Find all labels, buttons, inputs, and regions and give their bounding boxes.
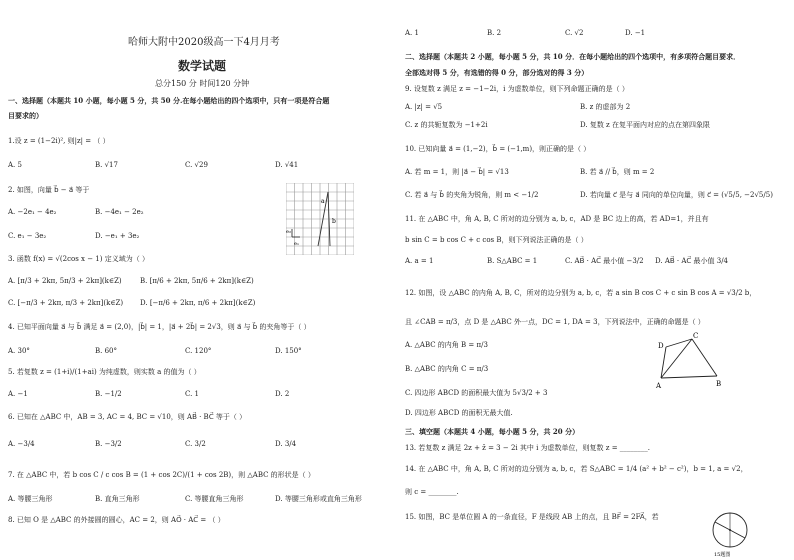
q7-option-a: A. 等腰三角形 [8, 495, 53, 503]
q12-quadrilateral-figure [655, 330, 727, 392]
q3-option-c: C. [−π/3 + 2kπ, π/3 + 2kπ](k∈Z) [8, 299, 124, 307]
section1-heading-line2: 目要求的） [8, 111, 43, 120]
q6-option-d: D. 3/4 [275, 440, 297, 448]
question-14-line1: 14. 在 △ABC 中，角 A, B, C 所对的边分别为 a, b, c，若 S△ABC = 1/4 (a² + b² − c²)，b = 1, a = √2， [405, 465, 748, 473]
q2-option-a: A. −2e₁ − 4e₂ [8, 208, 57, 216]
question-9: 9. 设复数 z 满足 z = −1−2i，i 为虚数单位，则下列命题正确的是（ ） [405, 85, 629, 93]
q8-option-a: A. 1 [405, 29, 419, 37]
label-e1: e₁ [294, 241, 299, 247]
q7-option-c: C. 等腰直角三角形 [185, 495, 244, 503]
q1-option-c: C. √29 [185, 161, 208, 169]
label-e2: e₂ [286, 229, 291, 235]
q3-option-b: B. [π/6 + 2kπ, 5π/6 + 2kπ](k∈Z) [140, 277, 254, 285]
q4-option-c: C. 120° [185, 347, 212, 355]
q4-option-a: A. 30° [8, 347, 30, 355]
q4-option-d: D. 150° [275, 347, 302, 355]
question-12-line2: 且 ∠CAB = π/3，点 D 是 △ABC 外一点，DC = 1, DA = 3，下列说法中，正确的命题是（ ） [405, 318, 705, 326]
q6-option-a: A. −3/4 [8, 440, 35, 448]
question-7: 7. 在 △ABC 中，若 b cos C / c cos B = (1 + cos 2C)/(1 + cos 2B)，则 △ABC 的形状是（ ） [8, 471, 315, 479]
q12-option-d: D. 四边形 ABCD 的面积无最大值. [405, 409, 513, 417]
q3-option-d: D. [−π/6 + 2kπ, π/6 + 2kπ](k∈Z) [140, 299, 256, 307]
question-10: 10. 已知向量 a⃗ = (1,−2)，b⃗ = (−1,m)，则正确的是（ ） [405, 145, 591, 153]
section1-heading-line1: 一、选择题（本题共 10 小题，每小题 5 分，共 50 分.在每小题给出的四个选项中，只有一项是符合题 [8, 96, 330, 105]
q7-option-d: D. 等腰三角形或直角三角形 [275, 495, 362, 503]
section3-heading: 三、填空题（本题共 4 小题，每小题 5 分，共 20 分） [405, 427, 580, 436]
q10-option-a: A. 若 m = 1，则 |a⃗ − b⃗| = √13 [405, 168, 509, 176]
q5-option-b: B. −1/2 [95, 390, 122, 398]
question-6: 6. 已知在 △ABC 中，AB = 3, AC = 4, BC = √10，则 AB⃗ · BC⃗ 等于（ ） [8, 413, 247, 421]
q12-option-b: B. △ABC 的内角 C = π/3 [405, 365, 489, 373]
question-3: 3. 函数 f(x) = √(2cos x − 1) 定义域为（ ） [8, 255, 149, 263]
q4-option-b: B. 60° [95, 347, 118, 355]
exam-title: 哈师大附中2020级高一下4月月考 [128, 37, 280, 48]
vertex-label-a: A [656, 382, 662, 390]
q5-option-c: C. 1 [185, 390, 200, 398]
q10-option-c: C. 若 a⃗ 与 b⃗ 的夹角为锐角，则 m < −1/2 [405, 191, 539, 199]
question-1: 1.设 z = (1−2i)², 则|z| = （ ） [8, 137, 110, 145]
question-12-line1: 12. 如图，设 △ABC 的内角 A, B, C，所对的边分别为 a, b, c，若 a sin B cos C + c sin B cos A = √3/2 b， [405, 289, 757, 297]
question-13: 13. 若复数 z 满足 2z + z̄ = 3 − 2i 其中 i 为虚数单位，则复数 z = ________. [405, 444, 651, 452]
vertex-label-c: C [693, 332, 699, 340]
q8-option-c: C. √2 [565, 29, 584, 37]
exam-meta: 总分150 分 时间120 分钟 [155, 79, 250, 88]
q12-option-a: A. △ABC 的内角 B = π/3 [405, 341, 488, 349]
section2-heading-line1: 二、选择题（本题共 2 小题，每小题 5 分，共 10 分．在每小题给出的四个选项中，有多项符合题目要求． [405, 52, 741, 61]
q5-option-d: D. 2 [275, 390, 290, 398]
q11-option-a: A. a = 1 [405, 257, 434, 265]
question-8: 8. 已知 O 是 △ABC 的外接圆的圆心，AC = 2，则 AO⃗ · AC⃗ = （ ） [8, 516, 225, 524]
q11-option-c: C. AB⃗ · AC⃗ 最小值 −3/2 [565, 257, 644, 265]
q1-option-a: A. 5 [8, 161, 22, 169]
q5-option-a: A. −1 [8, 390, 28, 398]
vertex-label-b: B [716, 380, 722, 388]
q6-option-b: B. −3/2 [95, 440, 122, 448]
q1-option-b: B. √17 [95, 161, 118, 169]
q9-option-d: D. 复数 z 在复平面内对应的点在第四象限 [580, 121, 710, 129]
q9-option-a: A. |z| = √5 [405, 103, 443, 111]
label-a: a [321, 198, 325, 205]
vertex-label-d: D [658, 342, 664, 350]
q7-option-b: B. 直角三角形 [95, 495, 140, 503]
q8-option-d: D. −1 [625, 29, 646, 37]
q2-option-d: D. −e₁ + 3e₂ [95, 232, 140, 240]
q6-option-c: C. 3/2 [185, 440, 206, 448]
question-11-line2: b sin C = b cos C + c cos B，则下列说法正确的是（ ） [405, 236, 588, 244]
q9-option-c: C. z 的共轭复数为 −1+2i [405, 121, 488, 129]
question-2: 2. 如图，向量 b⃗ − a⃗ 等于 [8, 186, 90, 194]
q11-option-b: B. S△ABC = 1 [487, 257, 538, 265]
q10-option-b: B. 若 a⃗ // b⃗，则 m = 2 [580, 168, 655, 176]
q11-option-d: D. AB⃗ · AC⃗ 最小值 3/4 [655, 257, 729, 265]
q2-vector-grid-figure [286, 183, 354, 255]
section2-heading-line2: 全部选对得 5 分，有选错的得 0 分，部分选对的得 3 分） [405, 68, 589, 77]
center-point [729, 529, 731, 531]
question-4: 4. 已知平面向量 a⃗ 与 b⃗ 满足 a⃗ = (2,0)，|b⃗| = 1，|a⃗ + 2b⃗| = 2√3，则 a⃗ 与 b⃗ 的夹角等于（ ） [8, 323, 311, 331]
q10-option-d: D. 若向量 c⃗ 是与 a⃗ 同向的单位向量，则 c⃗ = (√5/5, −2√5/5) [580, 191, 773, 199]
q2-option-b: B. −4e₁ − 2e₂ [95, 208, 144, 216]
q12-option-c: C. 四边形 ABCD 的面积最大值为 5√3/2 + 3 [405, 389, 548, 397]
question-15: 15. 如图，BC 是单位圆 A 的一条直径，F 是线段 AB 上的点，且 BF⃗ = 2FA⃗，若 [405, 513, 659, 521]
question-11-line1: 11. 在 △ABC 中，角 A, B, C 所对的边分别为 a, b, c，AD 是 BC 边上的高，若 AD=1，并且有 [405, 215, 709, 223]
q3-option-a: A. [π/3 + 2kπ, 5π/3 + 2kπ](k∈Z) [8, 277, 122, 285]
quadrilateral-abcd [661, 339, 717, 378]
q9-option-b: B. z 的虚部为 2 [580, 103, 631, 111]
subject-title: 数学试题 [178, 59, 227, 73]
question-5: 5. 若复数 z = (1+i)/(1+ai) 为纯虚数，则实数 a 的值为（ ） [8, 368, 201, 376]
label-b: b [332, 218, 336, 225]
fig15-caption: 15题图 [714, 552, 731, 558]
q8-option-b: B. 2 [487, 29, 502, 37]
q15-circle-figure [708, 505, 754, 558]
q2-option-c: C. e₁ − 3e₂ [8, 232, 47, 240]
question-14-line2: 则 c = ________. [405, 488, 459, 496]
q1-option-d: D. √41 [275, 161, 299, 169]
